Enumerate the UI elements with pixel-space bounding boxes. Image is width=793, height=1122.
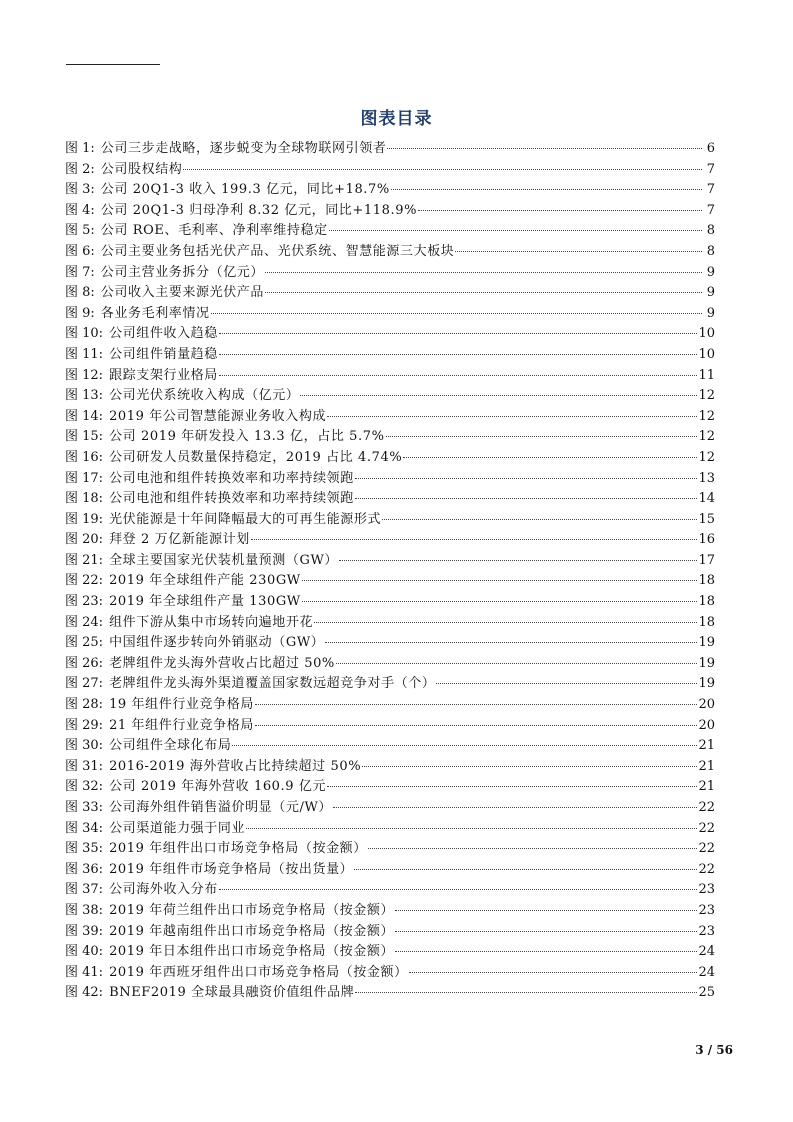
toc-entry[interactable] [65, 860, 715, 881]
toc-entry-label: 图 15: [65, 429, 104, 445]
toc-entry-caption: 光伏能源是十年间降幅最大的可再生能源形式 [109, 511, 382, 527]
toc-entry[interactable] [65, 180, 715, 201]
toc-entry-label: 图 10: [65, 326, 104, 342]
toc-entry-page: 23 [698, 923, 715, 939]
toc-entry-page: 12 [698, 388, 715, 404]
toc-entry[interactable] [65, 160, 715, 181]
toc-entry-page: 22 [698, 820, 715, 836]
toc-entry-page: 23 [698, 882, 715, 898]
toc-entry-caption: 老牌组件龙头海外营收占比超过 50% [109, 655, 335, 671]
toc-entry[interactable] [65, 695, 715, 716]
toc-entry-page: 8 [706, 243, 715, 259]
toc-entry-page: 21 [698, 758, 715, 774]
toc-entry-page: 24 [698, 944, 715, 960]
toc-entry-label: 图 22: [65, 573, 104, 589]
toc-entry-label: 图 23: [65, 594, 104, 610]
toc-entry[interactable] [65, 777, 715, 798]
header-rule [66, 64, 160, 65]
toc-dot-leader [327, 416, 697, 417]
toc-entry[interactable] [65, 922, 715, 943]
toc-dot-leader [183, 169, 702, 170]
toc-entry[interactable] [65, 139, 715, 160]
toc-entry-page: 12 [698, 449, 715, 465]
toc-entry[interactable] [65, 819, 715, 840]
toc-entry[interactable] [65, 242, 715, 263]
toc-entry-caption: 公司渠道能力强于同业 [109, 820, 246, 836]
toc-entry-label: 图 14: [65, 408, 104, 424]
toc-entry-page: 22 [698, 800, 715, 815]
toc-entry-page: 15 [698, 511, 715, 527]
toc-dot-leader [436, 683, 697, 684]
toc-entry-caption: 2019 年组件出口市场竞争格局（按金额） [109, 841, 367, 857]
toc-dot-leader [395, 910, 697, 911]
toc-entry[interactable] [65, 448, 715, 469]
toc-dot-leader [325, 642, 697, 643]
toc-dot-leader [302, 580, 698, 581]
toc-entry-page: 16 [698, 532, 715, 548]
toc-dot-leader [409, 972, 698, 973]
toc-dot-leader [391, 189, 702, 190]
toc-entry-caption: 公司研发人员数量保持稳定，2019 占比 4.74% [109, 449, 403, 465]
toc-entry-caption: 老牌组件龙头海外渠道覆盖国家数远超竞争对手（个） [109, 676, 436, 692]
toc-dot-leader [219, 333, 698, 334]
toc-entry[interactable] [65, 345, 715, 366]
toc-entry[interactable] [65, 283, 715, 304]
toc-entry-page: 18 [698, 594, 715, 610]
toc-dot-leader [362, 766, 697, 767]
toc-entry-label: 图 6: [65, 243, 95, 259]
toc-entry-caption: 公司 ROE、毛利率、净利率维持稳定 [100, 223, 328, 239]
toc-entry-caption: 公司 2019 年研发投入 13.3 亿，占比 5.7% [109, 429, 385, 445]
toc-entry[interactable] [65, 551, 715, 572]
toc-entry-page: 9 [706, 305, 715, 321]
toc-entry-label: 图 1: [65, 141, 95, 156]
toc-entry-caption: 跟踪支架行业格局 [109, 367, 218, 383]
toc-entry-caption: 公司电池和组件转换效率和功率持续领跑 [109, 491, 354, 507]
toc-entry[interactable] [65, 942, 715, 963]
toc-entry-caption: 拜登 2 万亿新能源计划 [109, 532, 250, 548]
toc-entry[interactable] [65, 407, 715, 428]
toc-dot-leader [333, 807, 697, 808]
toc-entry-caption: 公司电池和组件转换效率和功率持续领跑 [109, 470, 354, 486]
toc-dot-leader [382, 519, 697, 520]
toc-dot-leader [265, 272, 702, 273]
toc-entry-label: 图 18: [65, 491, 104, 507]
toc-dot-leader [329, 230, 702, 231]
toc-entry-page: 23 [698, 902, 715, 918]
toc-dot-leader [418, 210, 702, 211]
toc-entry-label: 图 26: [65, 655, 104, 671]
toc-entry-caption: 21 年组件行业竞争格局 [109, 717, 254, 733]
toc-dot-leader [314, 622, 697, 623]
toc-entry-caption: 公司 20Q1-3 归母净利 8.32 亿元，同比+118.9% [100, 202, 418, 218]
toc-dot-leader [336, 663, 698, 664]
toc-entry-caption: 2019 年全球组件产量 130GW [109, 594, 301, 610]
toc-entry-label: 图 17: [65, 470, 104, 486]
toc-entry-caption: 公司组件销量趋稳 [109, 346, 218, 362]
toc-entry-label: 图 38: [65, 902, 104, 918]
toc-entry-label: 图 13: [65, 388, 104, 404]
toc-dot-leader [265, 292, 702, 293]
toc-entry-page: 21 [698, 779, 715, 795]
toc-entry[interactable] [65, 530, 715, 551]
toc-entry-page: 18 [698, 614, 715, 630]
toc-entry-label: 图 30: [65, 738, 104, 754]
toc-entry-label: 图 7: [65, 264, 95, 280]
toc-entry-page: 10 [698, 346, 715, 362]
toc-dot-leader [339, 560, 697, 561]
toc-entry[interactable] [65, 221, 715, 242]
toc-entry[interactable] [65, 201, 715, 222]
toc-entry-page: 12 [698, 408, 715, 424]
toc-entry-label: 图 33: [65, 800, 104, 815]
toc-entry-caption: 2019 年日本组件出口市场竞争格局（按金额） [109, 944, 395, 960]
toc-entry[interactable] [65, 427, 715, 448]
toc-entry[interactable] [65, 983, 715, 1004]
toc-entry-caption: 公司组件全球化布局 [109, 738, 232, 754]
toc-entry-label: 图 5: [65, 223, 95, 239]
toc-entry-label: 图 31: [65, 758, 104, 774]
toc-entry-label: 图 28: [65, 697, 104, 713]
toc-entry-label: 图 36: [65, 861, 104, 877]
toc-entry[interactable] [65, 592, 715, 613]
toc-dot-leader [255, 725, 698, 726]
toc-entry-label: 图 8: [65, 285, 95, 301]
toc-entry-caption: 各业务毛利率情况 [100, 305, 210, 321]
toc-entry-caption: 公司组件收入趋稳 [109, 326, 218, 342]
toc-entry-label: 图 11: [65, 346, 104, 362]
toc-dot-leader [355, 992, 697, 993]
page-number: 3 / 56 [695, 1043, 733, 1057]
toc-entry-page: 9 [706, 285, 715, 301]
toc-entry-page: 20 [698, 717, 715, 733]
toc-entry-page: 10 [698, 326, 715, 342]
toc-entry-caption: 组件下游从集中市场转向遍地开花 [109, 614, 314, 630]
toc-entry[interactable] [65, 716, 715, 737]
toc-title: 图表目录 [360, 109, 433, 129]
toc-entry-label: 图 39: [65, 923, 104, 939]
toc-entry[interactable] [65, 839, 715, 860]
toc-dot-leader [368, 848, 698, 849]
toc-entry-label: 图 34: [65, 820, 104, 836]
toc-entry-label: 图 32: [65, 779, 104, 795]
toc-entry-page: 14 [698, 491, 715, 507]
toc-dot-leader [302, 601, 698, 602]
toc-entry[interactable] [65, 963, 715, 984]
toc-entry-page: 20 [698, 697, 715, 713]
toc-entry-caption: 2019 年组件市场竞争格局（按出货量） [109, 861, 354, 877]
toc-entry-label: 图 20: [65, 532, 104, 548]
toc-dot-leader [403, 457, 697, 458]
toc-entry-label: 图 12: [65, 367, 104, 383]
toc-list [65, 139, 715, 1004]
toc-entry[interactable] [65, 901, 715, 922]
toc-entry[interactable] [65, 386, 715, 407]
toc-entry-caption: 公司收入主要来源光伏产品 [100, 285, 264, 301]
toc-dot-leader [232, 745, 697, 746]
toc-entry-caption: 公司三步走战略，逐步蜕变为全球物联网引领者 [100, 141, 387, 156]
toc-entry-caption: 2019 年公司智慧能源业务收入构成 [109, 408, 327, 424]
toc-entry-page: 6 [706, 141, 715, 156]
toc-dot-leader [355, 498, 698, 499]
toc-entry-caption: 公司海外收入分布 [109, 882, 218, 898]
toc-entry-page: 12 [698, 429, 715, 445]
toc-entry-caption: 公司 2019 年海外营收 160.9 亿元 [109, 779, 327, 795]
toc-entry-label: 图 29: [65, 717, 104, 733]
toc-entry[interactable] [65, 510, 715, 531]
toc-entry-label: 图 27: [65, 676, 104, 692]
toc-entry[interactable] [65, 324, 715, 345]
toc-entry-page: 7 [706, 202, 715, 218]
toc-dot-leader [387, 148, 702, 149]
toc-dot-leader [395, 931, 697, 932]
toc-entry-page: 19 [698, 635, 715, 651]
toc-entry-page: 8 [706, 223, 715, 239]
toc-entry-caption: 2019 年全球组件产能 230GW [109, 573, 301, 589]
toc-dot-leader [219, 889, 698, 890]
toc-entry-caption: 公司光伏系统收入构成（亿元） [109, 388, 300, 404]
toc-entry-caption: 19 年组件行业竞争格局 [109, 697, 254, 713]
toc-entry-page: 22 [698, 861, 715, 877]
toc-entry-caption: 2016-2019 海外营收占比持续超过 50% [109, 758, 362, 774]
toc-entry-label: 图 2: [65, 161, 95, 177]
toc-entry-caption: 2019 年西班牙组件出口市场竞争格局（按金额） [109, 964, 408, 980]
toc-entry[interactable] [65, 263, 715, 284]
toc-entry[interactable] [65, 489, 715, 510]
toc-entry-page: 21 [698, 738, 715, 754]
toc-entry-page: 17 [698, 552, 715, 568]
toc-dot-leader [246, 828, 697, 829]
toc-entry-label: 图 35: [65, 841, 104, 857]
toc-entry-page: 22 [698, 841, 715, 857]
toc-entry-caption: 公司主要业务包括光伏产品、光伏系统、智慧能源三大板块 [100, 243, 455, 259]
toc-dot-leader [211, 313, 702, 314]
toc-entry-label: 图 9: [65, 305, 95, 321]
toc-entry-label: 图 4: [65, 202, 95, 218]
toc-entry-label: 图 24: [65, 614, 104, 630]
toc-entry[interactable] [65, 366, 715, 387]
toc-entry-label: 图 25: [65, 635, 104, 651]
toc-entry-page: 18 [698, 573, 715, 589]
toc-entry-label: 图 41: [65, 964, 104, 980]
toc-entry[interactable] [65, 613, 715, 634]
toc-entry[interactable] [65, 674, 715, 695]
toc-dot-leader [219, 375, 698, 376]
toc-entry-label: 图 21: [65, 552, 104, 568]
toc-entry[interactable] [65, 469, 715, 490]
toc-entry-caption: BNEF2019 全球最具融资价值组件品牌 [109, 985, 355, 1001]
toc-entry[interactable] [65, 798, 715, 819]
toc-dot-leader [354, 869, 697, 870]
toc-entry-caption: 公司海外组件销售溢价明显（元/W） [109, 800, 333, 815]
toc-entry-label: 图 19: [65, 511, 104, 527]
toc-entry-page: 9 [706, 264, 715, 280]
toc-dot-leader [300, 395, 697, 396]
toc-entry-page: 24 [698, 964, 715, 980]
toc-entry[interactable] [65, 304, 715, 325]
toc-entry-label: 图 3: [65, 182, 95, 198]
toc-entry-label: 图 42: [65, 985, 104, 1001]
toc-entry-caption: 公司主营业务拆分（亿元） [100, 264, 264, 280]
toc-entry-page: 25 [698, 985, 715, 1001]
toc-entry-label: 图 40: [65, 944, 104, 960]
toc-entry-caption: 全球主要国家光伏装机量预测（GW） [109, 552, 339, 568]
toc-entry[interactable] [65, 633, 715, 654]
toc-dot-leader [251, 539, 698, 540]
toc-entry-page: 7 [706, 161, 715, 177]
toc-dot-leader [255, 704, 698, 705]
toc-dot-leader [395, 951, 697, 952]
toc-entry-page: 7 [706, 182, 715, 198]
toc-entry-page: 11 [698, 367, 715, 383]
toc-entry-caption: 公司股权结构 [100, 161, 183, 177]
toc-entry-caption: 2019 年越南组件出口市场竞争格局（按金额） [109, 923, 395, 939]
toc-entry-page: 13 [698, 470, 715, 486]
toc-dot-leader [219, 354, 698, 355]
toc-dot-leader [386, 436, 698, 437]
toc-entry[interactable] [65, 757, 715, 778]
toc-entry-page: 19 [698, 655, 715, 671]
toc-entry-caption: 2019 年荷兰组件出口市场竞争格局（按金额） [109, 902, 395, 918]
toc-entry[interactable] [65, 654, 715, 675]
toc-dot-leader [355, 478, 698, 479]
toc-entry-page: 19 [698, 676, 715, 692]
toc-entry-label: 图 16: [65, 449, 104, 465]
toc-entry-caption: 公司 20Q1-3 收入 199.3 亿元，同比+18.7% [100, 182, 390, 198]
toc-dot-leader [455, 251, 702, 252]
toc-entry[interactable] [65, 571, 715, 592]
toc-entry[interactable] [65, 736, 715, 757]
toc-dot-leader [327, 786, 697, 787]
toc-entry-label: 图 37: [65, 882, 104, 898]
toc-entry[interactable] [65, 880, 715, 901]
toc-entry-caption: 中国组件逐步转向外销驱动（GW） [109, 635, 325, 651]
